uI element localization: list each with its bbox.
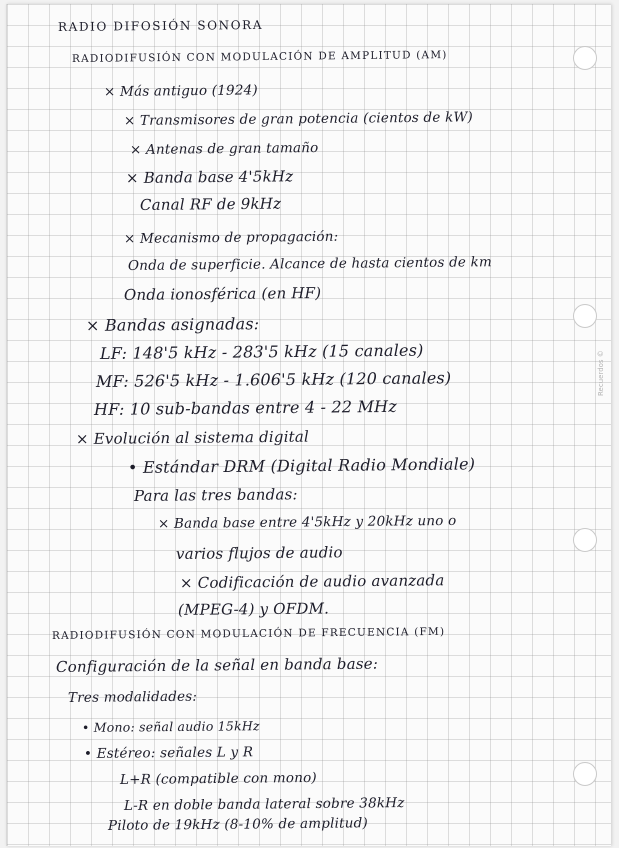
note-line: × Bandas asignadas: (85, 314, 260, 335)
note-line: Tres modalidades: (67, 688, 198, 706)
note-line: × Evolución al sistema digital (75, 427, 310, 448)
note-line: • Mono: señal audio 15kHz (81, 718, 260, 735)
note-line: (MPEG-4) y OFDM. (177, 599, 330, 619)
note-line: × Codificación de audio avanzada (179, 571, 445, 592)
note-line: varios flujos de audio (175, 543, 343, 563)
binder-hole (573, 528, 597, 552)
note-line: • Estéreo: señales L y R (83, 744, 254, 762)
binder-hole (573, 762, 597, 786)
note-line: × Banda base entre 4'5kHz y 20kHz uno o (157, 512, 457, 532)
note-line: MF: 526'5 kHz - 1.606'5 kHz (120 canales) (95, 368, 452, 391)
margin-stamp: Recuerdos © (597, 350, 605, 396)
section-heading-am: RADIODIFUSIÓN CON MODULACIÓN DE AMPLITUD (AM) (71, 49, 448, 65)
note-line: Canal RF de 9kHz (139, 194, 282, 214)
note-line: × Mecanismo de propagación: (123, 228, 339, 247)
note-line: × Banda base 4'5kHz (125, 167, 294, 187)
page-title: RADIO DIFOSIÓN SONORA (57, 17, 264, 34)
note-line: LF: 148'5 kHz - 283'5 kHz (15 canales) (99, 340, 424, 363)
note-line: • Estándar DRM (Digital Radio Mondiale) (127, 454, 476, 477)
note-line: Onda de superficie. Alcance de hasta cientos de km (127, 254, 493, 274)
note-line: L+R (compatible con mono) (119, 769, 317, 788)
note-line: Configuración de la señal en banda base: (55, 654, 379, 676)
binder-hole (573, 46, 597, 70)
note-line: × Más antiguo (1924) (103, 82, 258, 100)
note-line: Para las tres bandas: (133, 485, 298, 505)
note-line: × Transmisores de gran potencia (cientos de kW) (123, 109, 474, 129)
binder-hole (573, 304, 597, 328)
note-line: × Antenas de gran tamaño (129, 140, 319, 158)
note-line: Piloto de 19kHz (8-10% de amplitud) (107, 815, 369, 834)
note-line: HF: 10 sub-bandas entre 4 - 22 MHz (93, 396, 398, 419)
note-line: L-R en doble banda lateral sobre 38kHz (123, 795, 405, 814)
note-line: Onda ionosférica (en HF) (123, 283, 322, 304)
section-heading-fm: RADIODIFUSIÓN CON MODULACIÓN DE FRECUENCIA (FM) (51, 625, 446, 642)
